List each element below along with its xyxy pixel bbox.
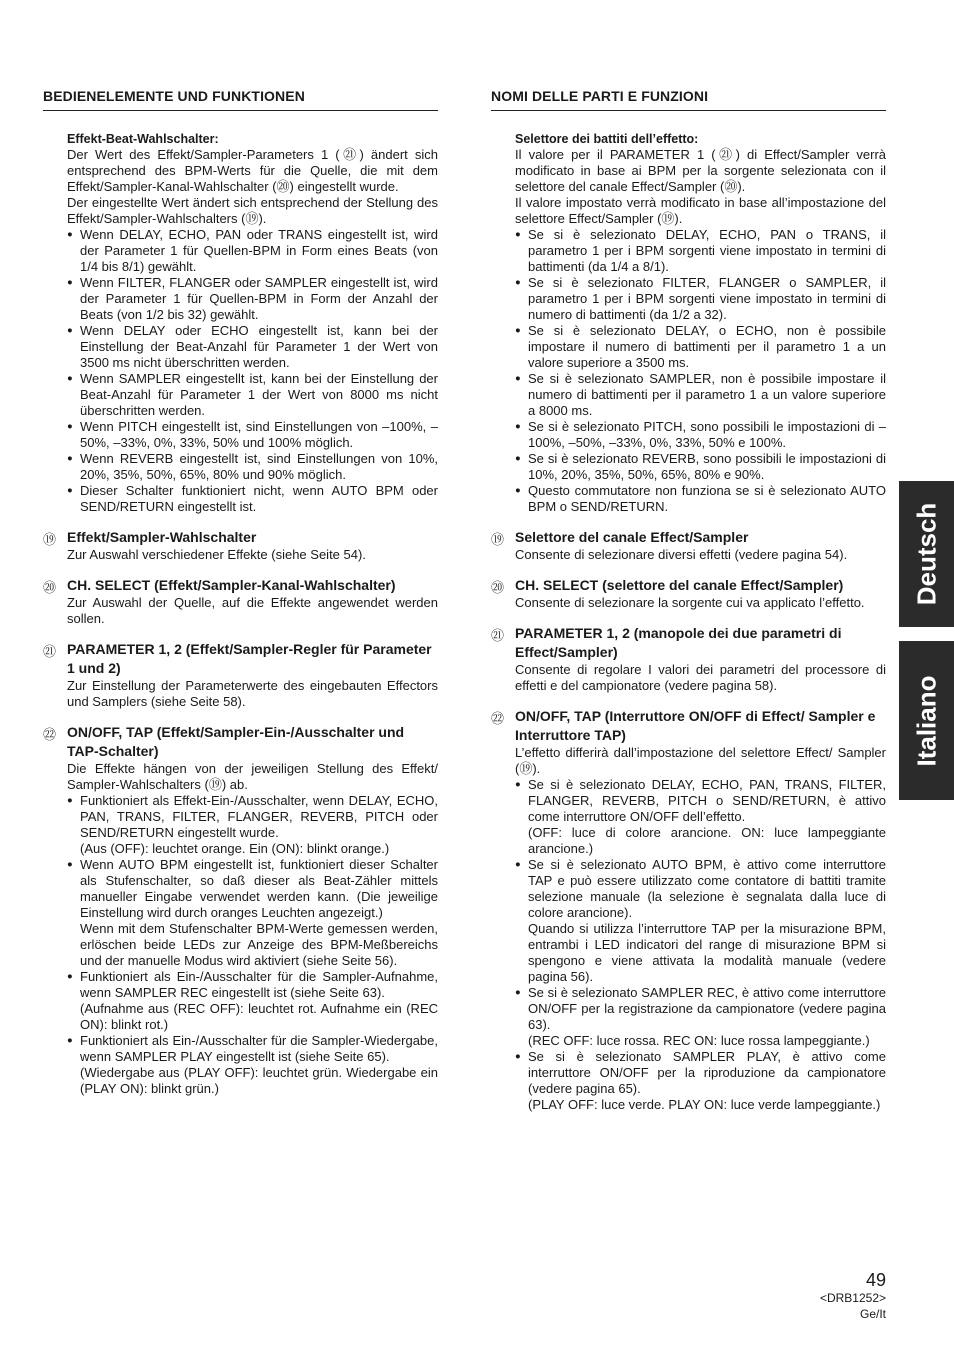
effect-beat-block <box>43 131 438 515</box>
section-heading: NOMI DELLE PARTI E FUNZIONI <box>491 88 886 111</box>
page-number: 49 <box>865 1270 886 1290</box>
item-number: ⑳ <box>43 580 57 595</box>
paragraph: Il valore impostato verrà modificato in base all’impostazione del selettore Effect/Sampler (⑲). <box>515 195 886 226</box>
list-item: ● Se si è selezionato AUTO BPM, è attivo come interruttore TAP e può essere utilizzato come contatore di battiti tramite selezione manuale (la selezione è segnalata dalla luce di colore arancione). Quando si utilizza l’interruttore TAP per la misurazione BPM, entrambi i LED indicatori del range di misurazione BPM si spengono e viene attivata la modalità manuale (vedere pagina 56). <box>515 857 886 985</box>
page-footer <box>820 1270 886 1322</box>
language-tab-deutsch <box>899 481 954 627</box>
paragraph: Zur Auswahl verschiedener Effekte (siehe Seite 54). <box>67 547 366 562</box>
column-german <box>43 88 438 1097</box>
section-19 <box>43 528 438 563</box>
item-number: ㉑ <box>491 628 505 643</box>
language-tab-italiano <box>899 641 954 800</box>
tab-label: Deutsch <box>911 502 941 606</box>
column-italian <box>491 88 886 1113</box>
item-number: ㉑ <box>43 644 57 659</box>
item-number: ㉒ <box>43 727 57 742</box>
list-item: ● Se si è selezionato DELAY, o ECHO, non è possibile impostare il numero di battimenti per il parametro 1 a un valore superiore a 3500 ms. <box>515 323 886 371</box>
section-title: PARAMETER 1, 2 (Effekt/Sampler-Regler für Parameter 1 und 2) <box>67 641 432 676</box>
section-20 <box>43 576 438 627</box>
paragraph: Die Effekte hängen von der jeweiligen Stellung des Effekt/ Sampler-Wahlschalters (⑲) ab. <box>67 761 438 792</box>
bullet-list <box>67 227 438 515</box>
section-title: Effekt/Sampler-Wahlschalter <box>67 529 257 545</box>
list-item: ● Wenn AUTO BPM eingestellt ist, funktioniert dieser Schalter als Stufenschalter, so daß dieser als Beat-Zähler mittels manueller Eingabe verwendet werden kann. (Die jeweilige Einstellung wird durch oranges Leuchten angezeigt.) Wenn mit dem Stufenschalter BPM-Werte gemessen werden, erlöschen beide LEDs zur Anzeige des BPM-Meßbereichs und der manuelle Modus wird aktiviert (siehe Seite 56). <box>67 857 438 969</box>
paragraph: Consente di regolare I valori dei parametri del processore di effetti e del campionatore (vedere pagina 58). <box>515 662 886 693</box>
section-20 <box>491 576 886 611</box>
list-item: ● Se si è selezionato FILTER, FLANGER o SAMPLER, il parametro 1 per i BPM sorgenti viene impostato in termini di numero di battimenti (da 1/2 a 32). <box>515 275 886 323</box>
effect-beat-block <box>491 131 886 515</box>
section-19 <box>491 528 886 563</box>
section-title: CH. SELECT (selettore del canale Effect/Sampler) <box>515 577 844 593</box>
paragraph: Consente di selezionare diversi effetti (vedere pagina 54). <box>515 547 848 562</box>
section-heading: BEDIENELEMENTE UND FUNKTIONEN <box>43 88 438 111</box>
item-number: ⑲ <box>43 532 57 547</box>
section-title: CH. SELECT (Effekt/Sampler-Kanal-Wahlschalter) <box>67 577 396 593</box>
section-22 <box>43 723 438 1097</box>
paragraph: L’effetto differirà dall’impostazione del selettore Effect/ Sampler (⑲). <box>515 745 886 776</box>
bullet-list <box>67 793 438 1097</box>
list-item: ● Se si è selezionato DELAY, ECHO, PAN, TRANS, FILTER, FLANGER, REVERB, PITCH o SEND/RETURN, è attivo come interruttore ON/OFF dell’effetto. (OFF: luce di colore arancione. ON: luce lampeggiante arancione.) <box>515 777 886 857</box>
paragraph: Der Wert des Effekt/Sampler-Parameters 1 (㉑) ändert sich entsprechend des BPM-Werts für die Quelle, die mit dem Effekt/Sampler-Kanal-Wahlschalter (⑳) eingestellt wurde. <box>67 147 438 194</box>
list-item: ● Se si è selezionato PITCH, sono possibili le impostazioni di –100%, –50%, –33%, 0%, 33%, 50% e 100%. <box>515 419 886 451</box>
section-21 <box>43 640 438 710</box>
bullet-list <box>515 227 886 515</box>
list-item: ● Wenn REVERB eingestellt ist, sind Einstellungen von 10%, 20%, 35%, 50%, 65%, 80% und 90% möglich. <box>67 451 438 483</box>
subsection-title: Selettore dei battiti dell’effetto: <box>515 132 699 146</box>
paragraph: Consente di selezionare la sorgente cui va applicato l’effetto. <box>515 595 865 610</box>
item-number: ⑲ <box>491 532 505 547</box>
paragraph: Zur Auswahl der Quelle, auf die Effekte angewendet werden sollen. <box>67 595 438 626</box>
list-item: ● Funktioniert als Effekt-Ein-/Ausschalter, wenn DELAY, ECHO, PAN, TRANS, FILTER, FLANGER, REVERB, PITCH oder SEND/RETURN eingestellt wurde. (Aus (OFF): leuchtet orange. Ein (ON): blinkt orange.) <box>67 793 438 857</box>
list-item: ● Wenn FILTER, FLANGER oder SAMPLER eingestellt ist, wird der Parameter 1 für Quellen-BPM in Form der Anzahl der Beats (von 1/2 bis 32) gewählt. <box>67 275 438 323</box>
section-title: ON/OFF, TAP (Effekt/Sampler-Ein-/Ausschalter und TAP-Schalter) <box>67 724 405 759</box>
paragraph: Der eingestellte Wert ändert sich entsprechend der Stellung des Effekt/Sampler-Wahlschalters (⑲). <box>67 195 438 226</box>
list-item: ● Se si è selezionato DELAY, ECHO, PAN o TRANS, il parametro 1 per i BPM sorgenti viene impostato in termini di battimenti (da 1/4 a 8/1). <box>515 227 886 275</box>
bullet-list <box>515 777 886 1113</box>
list-item: ● Questo commutatore non funziona se si è selezionato AUTO BPM o SEND/RETURN. <box>515 483 886 515</box>
item-number: ⑳ <box>491 580 505 595</box>
section-title: PARAMETER 1, 2 (manopole dei due parametri di Effect/Sampler) <box>515 625 842 660</box>
section-21 <box>491 624 886 694</box>
list-item: ● Se si è selezionato SAMPLER, non è possibile impostare il numero di battimenti per il parametro 1 a un valore superiore a 8000 ms. <box>515 371 886 419</box>
list-item: ● Wenn PITCH eingestellt ist, sind Einstellungen von –100%, –50%, –33%, 0%, 33%, 50% und 100% möglich. <box>67 419 438 451</box>
section-22 <box>491 707 886 1113</box>
list-item: ● Funktioniert als Ein-/Ausschalter für die Sampler-Wiedergabe, wenn SAMPLER PLAY eingestellt ist (siehe Seite 65). (Wiedergabe aus (PLAY OFF): leuchtet grün. Wiedergabe ein (PLAY ON): blinkt grün.) <box>67 1033 438 1097</box>
paragraph: Il valore per il PARAMETER 1 (㉑) di Effect/Sampler verrà modificato in base ai BPM per la sorgente selezionata con il selettore del canale Effect/Sampler (⑳). <box>515 147 886 194</box>
document-code: <DRB1252> <box>819 1291 886 1305</box>
item-number: ㉒ <box>491 711 505 726</box>
paragraph: Zur Einstellung der Parameterwerte des eingebauten Effectors und Samplers (siehe Seite 58). <box>67 678 438 709</box>
section-title: Selettore del canale Effect/Sampler <box>515 529 749 545</box>
list-item: ● Wenn SAMPLER eingestellt ist, kann bei der Einstellung der Beat-Anzahl für Parameter 1 der Wert von 8000 ms nicht überschritten werden. <box>67 371 438 419</box>
list-item: ● Dieser Schalter funktioniert nicht, wenn AUTO BPM oder SEND/RETURN eingestellt ist. <box>67 483 438 515</box>
subsection-title: Effekt-Beat-Wahlschalter: <box>67 132 219 146</box>
language-code: Ge/It <box>859 1307 886 1321</box>
list-item: ● Se si è selezionato SAMPLER PLAY, è attivo come interruttore ON/OFF per la riproduzione da campionatore (vedere pagina 65). (PLAY OFF: luce verde. PLAY ON: luce verde lampeggiante.) <box>515 1049 886 1113</box>
section-title: ON/OFF, TAP (Interruttore ON/OFF di Effect/ Sampler e Interruttore TAP) <box>515 708 876 743</box>
list-item: ● Se si è selezionato SAMPLER REC, è attivo come interruttore ON/OFF per la registrazione da campionatore (vedere pagina 63). (REC OFF: luce rossa. REC ON: luce rossa lampeggiante.) <box>515 985 886 1049</box>
list-item: ● Wenn DELAY oder ECHO eingestellt ist, kann bei der Einstellung der Beat-Anzahl für Parameter 1 der Wert von 3500 ms nicht überschritten werden. <box>67 323 438 371</box>
list-item: ● Se si è selezionato REVERB, sono possibili le impostazioni di 10%, 20%, 35%, 50%, 65%, 80% e 90%. <box>515 451 886 483</box>
list-item: ● Funktioniert als Ein-/Ausschalter für die Sampler-Aufnahme, wenn SAMPLER REC eingestellt ist (siehe Seite 63). (Aufnahme aus (REC OFF): leuchtet rot. Aufnahme ein (REC ON): blinkt rot.) <box>67 969 438 1033</box>
tab-label: Italiano <box>911 674 941 767</box>
list-item: ● Wenn DELAY, ECHO, PAN oder TRANS eingestellt ist, wird der Parameter 1 für Quellen-BPM in Form eines Beats (von 1/4 bis 8/1) gewählt. <box>67 227 438 275</box>
